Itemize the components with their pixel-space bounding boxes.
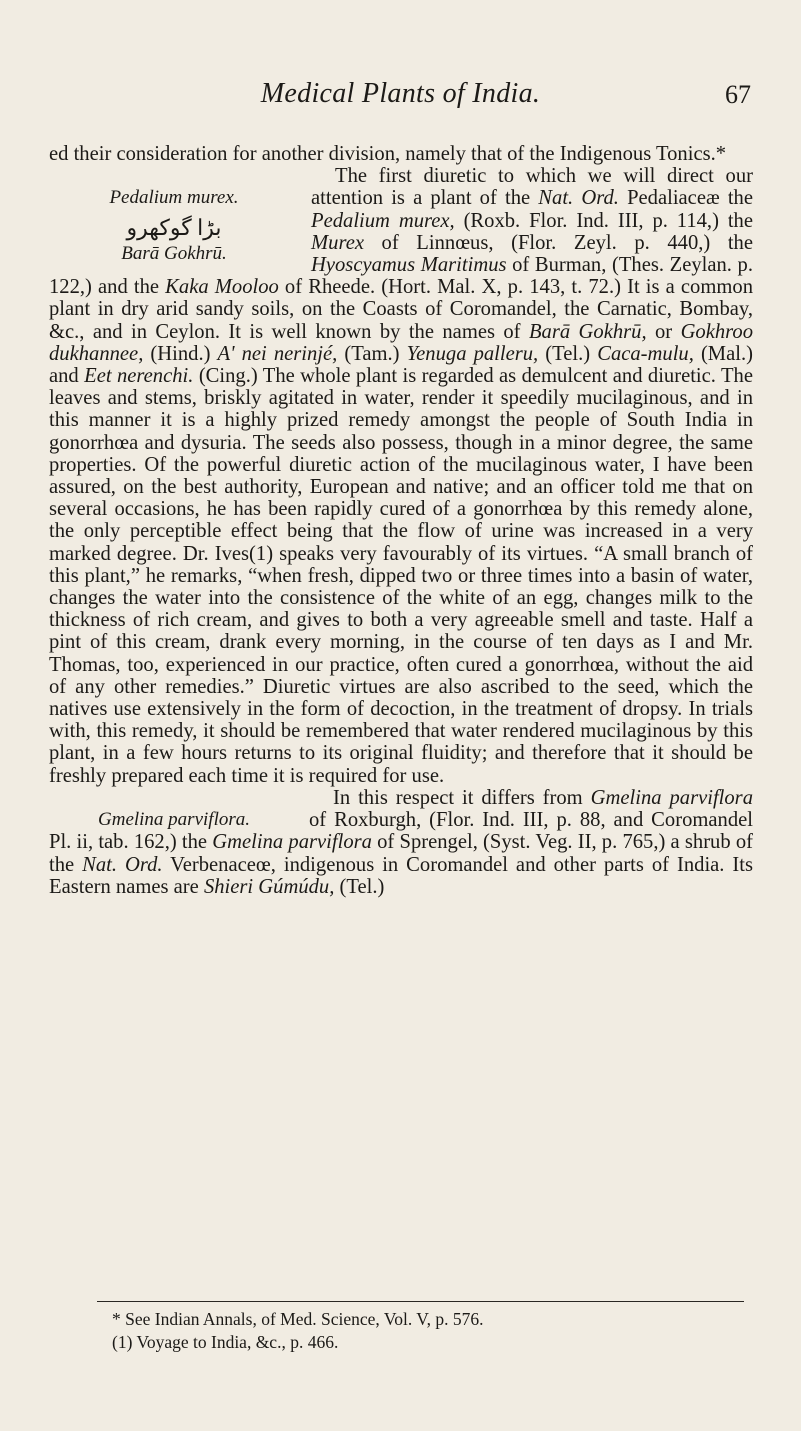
paragraph-continuation: ed their consideration for another division, namely that of the Indigenous Tonics.* [49,143,727,165]
text-run-italic: A' nei nerinjé, [217,342,338,365]
footnote-one: (1) Voyage to India, &c., p. 466. [112,1332,339,1352]
text-run: (Tel.) [334,875,385,898]
footnote-star: * See Indian Annals, of Med. Science, Vol. V, p. 576. [112,1309,484,1329]
footnotes [112,1308,752,1354]
margin-note-vernacular: Barā Gokhrū. [121,243,227,265]
margin-note-gmelina [49,809,299,831]
text-run: of Roxburgh, (Flor. Ind. III, p. 88, and Coromandel Pl. ii, tab. 162,) the [49,809,753,854]
text-run: (Roxb. Flor. Ind. III, p. 114,) the [454,209,753,232]
text-run: (Tel.) [538,342,598,365]
text-run-italic: Pedalium murex, [311,209,455,232]
text-run: of Linnœus, (Flor. Zeyl. p. 440,) the [363,231,753,254]
text-run: (Tam.) [337,342,407,365]
main-text [49,143,753,898]
text-run-italic: Gmelina parviflora [590,786,753,809]
margin-note-latin: Gmelina parviflora. [98,808,250,830]
text-run: Pedaliaceæ the [618,187,753,210]
running-header [50,78,751,118]
text-run-italic: Nat. Ord. [82,853,163,876]
text-run: or [646,320,681,343]
text-run-italic: Yenuga palleru, [406,342,539,365]
text-run: In this respect it differs from [333,786,591,809]
paragraph-gmelina [49,787,753,898]
text-run-italic: Barā Gokhrū, [528,320,647,343]
margin-note-pedalium [49,187,299,265]
text-run-italic: Nat. Ord. [538,187,619,210]
text-run: (Hind.) [143,342,218,365]
text-run: Verbenaceœ, indigenous in Coromandel and other parts of India. Its Eastern names are [49,853,754,898]
running-title: Medical Plants of India. [260,78,541,109]
margin-note-native-script: ﺑﮍﺍ ﮔﻮﻛﮭﺮﻭ [126,215,222,241]
text-run-italic: Eet nerenchi. [84,365,194,388]
text-run: of Sprengel, (Syst. Veg. II, p. 765,) a shrub of the [49,831,753,876]
text-run-italic: Shieri Gúmúdu, [203,875,335,898]
margin-note-latin: Pedalium murex. [109,187,239,209]
page-number: 67 [725,80,751,109]
text-run-italic: Gmelina parviflora [212,831,372,854]
text-run-italic: Caca-mulu, [597,342,694,365]
text-run: of Burman, (Thes. Zeylan. p. 122,) and the [49,254,753,299]
text-run-italic: Murex [311,231,364,254]
footnote-divider [97,1301,744,1302]
text-run: (Cing.) The whole plant is regarded as demulcent and diuretic. The leaves and stems, briskly agitated in water, render it speedily mucilaginous, and in this manner it is a highly prized remedy amongst the people of South India in gonorrhœa and dysuria. The seeds also possess, though in a minor degree, the same properties. Of the powerful diuretic action of the mucilaginous water, I have been assured, on the best authority, European and native; and an officer told me that on several occasions, he has been rapidly cured of a gonorrhœa by this remedy alone, the only perceptible effect being that the flow of urine was increased in a very marked degree. Dr. Ives(1) speaks very favourably of its virtues. “A small branch of this plant,” he remarks, “when fresh, dipped two or three times into a basin of water, changes the water into the consistence of the white of an egg, changes milk to the thickness of rich cream, and gives to both a very agreeable smell and taste. Half a pint of this cream, drank every morning, in the course of ten days as I and Mr. Thomas, too, experienced in our practice, often cured a gonorrhœa, without the aid of any other remedies.” Diuretic virtues are also ascribed to the seed, which the natives use extensively in the form of decoction, in the treatment of dropsy. In trials with, this remedy, it should be remembered that water rendered mucilaginous by this plant, in a few hours returns to its original fluidity; and therefore that it should be freshly prepared each time it is required for use. [49,365,753,787]
text-run: (Mal.) and [49,342,753,388]
text-run: of Rheede. (Hort. Mal. X, p. 143, t. 72.) It is a common plant in dry arid sandy soils, on the Coasts of Coromandel, the Carnatic, Bombay, &c., and in Ceylon. It is well known by the names of [49,276,753,343]
text-run: The first diuretic to which we will direct our attention is a plant of the [311,165,753,210]
text-run-italic: Hyoscyamus Maritimus [311,254,507,277]
text-run-italic: Kaka Mooloo [165,276,279,299]
text-run-italic: Gokhroo dukhannee, [49,320,754,365]
